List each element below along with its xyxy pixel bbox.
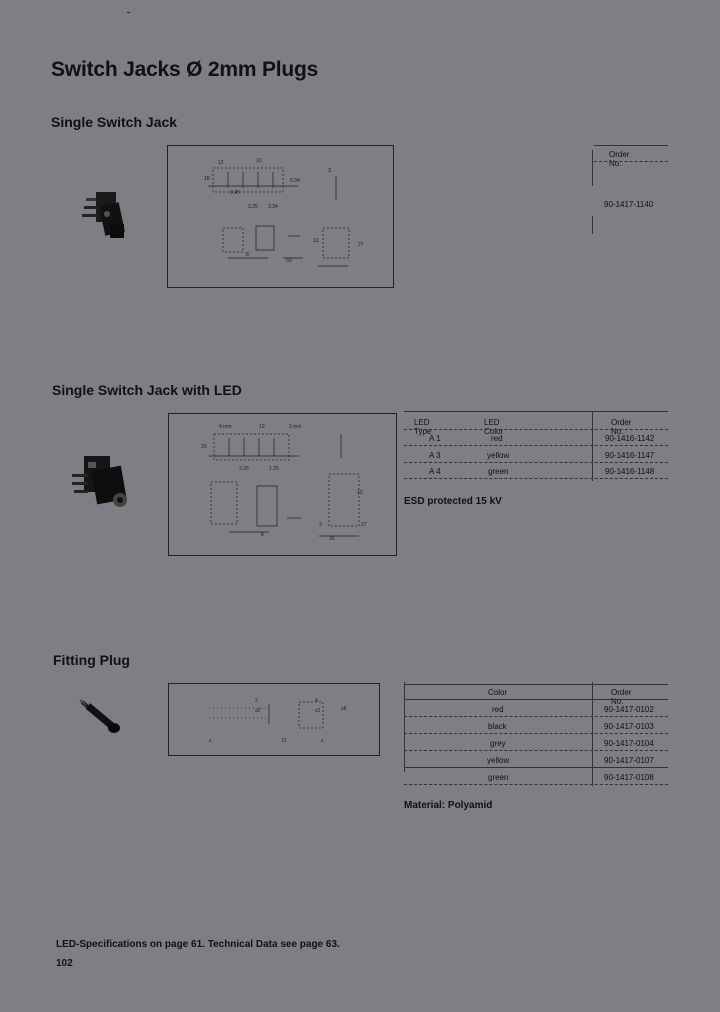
table-cell-led-color: green	[488, 467, 509, 476]
svg-text:x2: x2	[255, 708, 261, 714]
svg-text:3: 3	[319, 522, 322, 528]
technical-drawing-switch-jack-led	[168, 413, 397, 556]
svg-text:2: 2	[255, 698, 258, 704]
svg-text:50: 50	[286, 258, 292, 264]
table-cell-color: red	[492, 705, 504, 714]
svg-text:3.34: 3.34	[268, 204, 278, 210]
svg-text:x8: x8	[341, 706, 347, 712]
svg-text:13: 13	[357, 490, 363, 496]
svg-text:10: 10	[259, 424, 265, 430]
svg-text:3 mm: 3 mm	[289, 424, 302, 430]
table-cell-led-color: yellow	[487, 451, 510, 460]
table-cell-color: green	[488, 773, 509, 782]
svg-text:13: 13	[313, 238, 319, 244]
svg-text:20: 20	[201, 444, 207, 450]
svg-text:27: 27	[361, 522, 367, 528]
switch-jack-photo	[80, 184, 130, 246]
section-heading-single-switch-jack: Single Switch Jack	[51, 114, 178, 130]
svg-text:8: 8	[246, 252, 249, 258]
esd-note: ESD protected 15 kV	[404, 496, 502, 507]
svg-text:18: 18	[204, 176, 210, 182]
table-cell-order-no: 90-1416-1148	[605, 467, 655, 476]
svg-text:4: 4	[315, 698, 318, 704]
table-cell-led-type: A 3	[429, 451, 441, 460]
table-cell-led-color: red	[491, 434, 503, 443]
material-note: Material: Polyamid	[404, 800, 493, 811]
column-header-order-no: Order No.	[611, 688, 632, 706]
section-heading-switch-jack-led: Single Switch Jack with LED	[52, 382, 242, 398]
column-header-order-no: Order No.	[609, 150, 630, 168]
fitting-plug-photo	[78, 696, 124, 738]
svg-text:x: x	[209, 738, 212, 744]
svg-text:x2: x2	[315, 708, 321, 714]
svg-text:3.25: 3.25	[248, 204, 258, 210]
svg-text:5.34: 5.34	[290, 178, 300, 184]
table-cell-order-no: 90-1417-1140	[604, 200, 654, 209]
table-cell-color: black	[488, 722, 507, 731]
footer-references: LED-Specifications on page 61. Technical Data see page 63.	[56, 939, 340, 950]
table-cell-order-no: 90-1416-1142	[605, 434, 655, 443]
switch-jack-led-photo	[70, 448, 132, 520]
table-cell-led-type: A 4	[429, 467, 441, 476]
table-cell-order-no: 90-1417-0108	[604, 773, 654, 782]
table-cell-led-type: A 1	[429, 434, 441, 443]
svg-text:26: 26	[329, 536, 335, 542]
table-cell-color: yellow	[487, 756, 510, 765]
svg-text:12: 12	[218, 160, 224, 166]
column-header-led-color: LED Color	[484, 418, 504, 436]
table-cell-order-no: 90-1417-0103	[604, 722, 654, 731]
table-cell-order-no: 90-1417-0102	[604, 705, 654, 714]
technical-drawing-fitting-plug	[168, 683, 380, 756]
svg-text:3: 3	[328, 168, 331, 174]
svg-text:1.25: 1.25	[269, 466, 279, 472]
scan-mark	[127, 12, 130, 13]
page-number: 102	[56, 958, 73, 969]
section-heading-fitting-plug: Fitting Plug	[53, 652, 130, 668]
svg-text:27: 27	[358, 242, 364, 248]
column-header-color: Color	[488, 688, 508, 697]
svg-text:8: 8	[261, 532, 264, 538]
svg-text:0.45: 0.45	[230, 190, 240, 196]
page-title: Switch Jacks Ø 2mm Plugs	[51, 58, 319, 81]
svg-text:4 mm: 4 mm	[219, 424, 232, 430]
svg-text:x: x	[321, 738, 324, 744]
table-cell-color: grey	[490, 739, 506, 748]
technical-drawing-single-switch-jack	[167, 145, 394, 288]
column-header-led-type: LED Type	[414, 418, 432, 436]
table-cell-order-no: 90-1416-1147	[605, 451, 655, 460]
table-cell-order-no: 90-1417-0107	[604, 756, 654, 765]
column-header-order-no: Order No.	[611, 418, 632, 436]
svg-text:10: 10	[256, 158, 262, 164]
svg-text:3.25: 3.25	[239, 466, 249, 472]
svg-text:12: 12	[281, 738, 287, 744]
table-cell-order-no: 90-1417-0104	[604, 739, 654, 748]
